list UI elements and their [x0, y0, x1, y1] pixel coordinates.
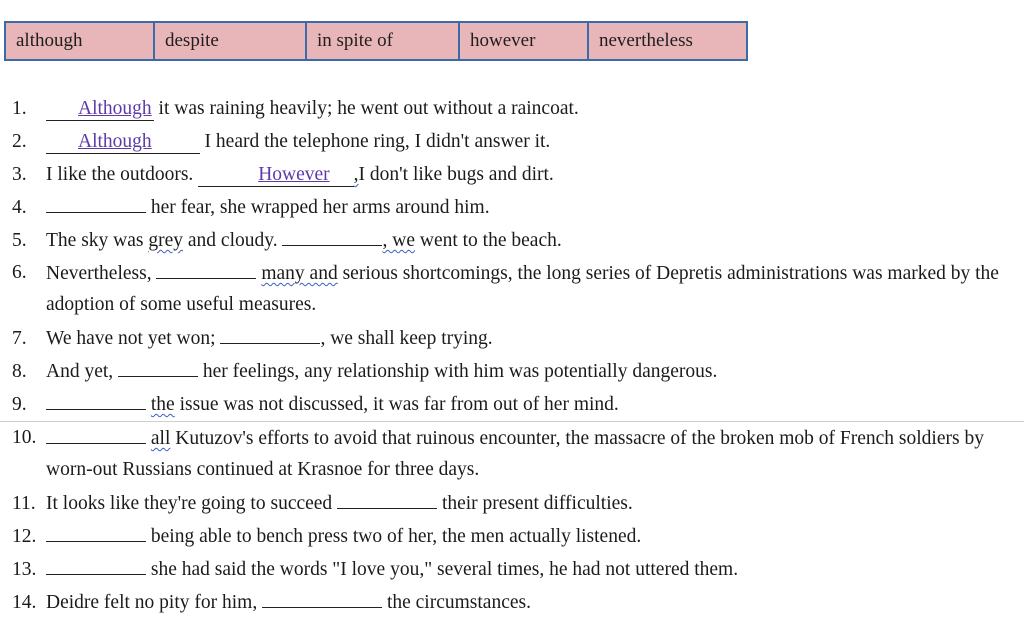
item-text: serious shortcomings, the long series of Depretis administrations was marked by the adoption of some useful measures.: [46, 263, 999, 315]
exercise-item: [0, 158, 1024, 191]
item-number: 8.: [12, 361, 27, 382]
exercise-item: [0, 388, 1024, 421]
item-number: 4.: [12, 197, 27, 218]
word-bank-cell: although: [5, 22, 154, 60]
item-text: it was raining heavily; he went out without a raincoat.: [153, 98, 579, 119]
exercise-item: [0, 125, 1024, 158]
exercise-item: [0, 553, 1024, 586]
item-mark: , we: [382, 230, 415, 251]
answer-blank[interactable]: [46, 195, 146, 213]
item-text: , we shall keep trying.: [320, 328, 493, 349]
exercise-item: [0, 586, 1024, 619]
item-text: It looks like they're going to succeed: [46, 493, 338, 514]
item-text: went to the beach.: [414, 230, 562, 251]
answer-blank[interactable]: [198, 164, 353, 187]
item-number: 11.: [12, 493, 36, 514]
item-text: I like the outdoors.: [46, 164, 199, 185]
item-text: and cloudy.: [183, 230, 283, 251]
answer-text: Although: [78, 131, 152, 152]
item-text: Nevertheless,: [46, 263, 157, 284]
answer-text: However: [258, 164, 330, 185]
item-number: 7.: [12, 328, 27, 349]
item-text: her feelings, any relationship with him was potentially dangerous.: [198, 361, 718, 382]
item-text-flagged: grey: [148, 230, 184, 251]
answer-blank[interactable]: [337, 491, 437, 509]
answer-blank[interactable]: [220, 326, 320, 344]
answer-blank[interactable]: [262, 590, 382, 608]
item-text: Deidre felt no pity for him,: [46, 592, 263, 613]
item-text: their present difficulties.: [437, 493, 633, 514]
item-text-flagged: all: [150, 428, 171, 449]
word-bank-cell: in spite of: [306, 22, 459, 60]
item-text: she had said the words "I love you," several times, he had not uttered them.: [146, 559, 739, 580]
item-text: being able to bench press two of her, the men actually listened.: [146, 526, 642, 547]
exercise-item: [0, 257, 1024, 322]
item-number: 3.: [12, 164, 27, 185]
answer-blank[interactable]: [46, 557, 146, 575]
word-bank-cell: despite: [154, 22, 306, 60]
item-text: I don't like bugs and dirt.: [358, 164, 554, 185]
word-bank-row: [5, 22, 747, 60]
item-number: 6.: [12, 262, 27, 283]
answer-blank[interactable]: [46, 98, 154, 121]
answer-blank[interactable]: [46, 392, 146, 410]
exercise-item: [0, 487, 1024, 520]
answer-blank[interactable]: [118, 359, 198, 377]
exercise-item: [0, 92, 1024, 125]
item-text: The sky was: [46, 230, 149, 251]
item-number: 5.: [12, 230, 27, 251]
answer-blank[interactable]: [46, 524, 146, 542]
item-number: 1.: [12, 98, 27, 119]
item-number: 14.: [12, 592, 37, 613]
exercise-item: [0, 421, 1024, 487]
item-number: 12.: [12, 526, 37, 547]
item-text: the circumstances.: [382, 592, 531, 613]
exercise-item: [0, 355, 1024, 388]
answer-text: Although: [78, 98, 152, 119]
exercise-item: [0, 224, 1024, 257]
exercise-item: [0, 191, 1024, 224]
item-mark: ,: [353, 164, 359, 185]
item-text: We have not yet won;: [46, 328, 221, 349]
word-bank-cell: however: [459, 22, 588, 60]
answer-blank[interactable]: [46, 131, 200, 154]
word-bank-table: [4, 21, 748, 61]
item-number: 13.: [12, 559, 37, 580]
exercise-list: [0, 92, 1024, 619]
item-number: 9.: [12, 394, 27, 415]
item-text-flagged: the: [150, 394, 175, 415]
item-text: Kutuzov's efforts to avoid that ruinous encounter, the massacre of the broken mob of French soldiers by worn-out Russians continued at Krasnoe for three days.: [46, 428, 984, 480]
answer-blank[interactable]: [282, 228, 382, 246]
item-text: issue was not discussed, it was far from out of her mind.: [174, 394, 619, 415]
exercise-item: [0, 322, 1024, 355]
exercise-item: [0, 520, 1024, 553]
answer-blank[interactable]: [156, 261, 256, 279]
word-bank-cell: nevertheless: [588, 22, 747, 60]
item-text: her fear, she wrapped her arms around him.: [146, 197, 490, 218]
item-text: And yet,: [46, 361, 119, 382]
item-number: 10.: [12, 427, 37, 448]
item-number: 2.: [12, 131, 27, 152]
answer-blank[interactable]: [46, 426, 146, 444]
item-text: I heard the telephone ring, I didn't answer it.: [199, 131, 551, 152]
item-text-flagged: many and: [261, 263, 338, 284]
